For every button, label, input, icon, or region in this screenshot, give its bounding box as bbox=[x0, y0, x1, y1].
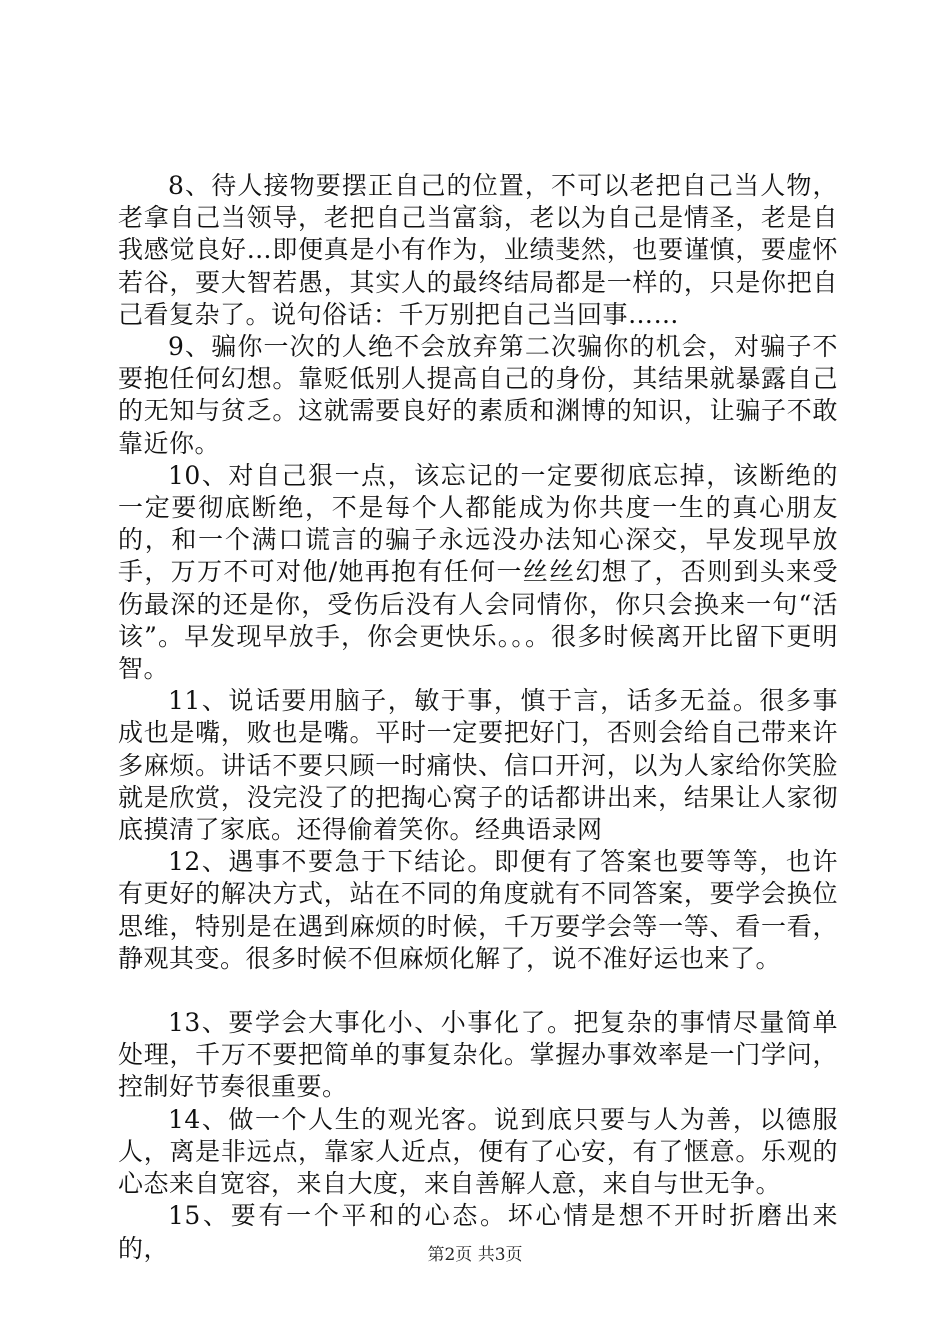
paragraph-14: 14、做一个人生的观光客。说到底只要与人为善，以德服人，离是非远点，靠家人近点，便有了心安，有了惬意。乐观的心态来自宽容，来自大度，来自善解人意，来自与世无争。 bbox=[118, 1104, 838, 1199]
paragraph-15: 15、要有一个平和的心态。坏心情是想不开时折磨出来的， bbox=[118, 1201, 838, 1263]
paragraph-11: 11、说话要用脑子，敏于事，慎于言，话多无益。很多事成也是嘴，败也是嘴。平时一定要把好门，否则会给自己带来许多麻烦。讲话不要只顾一时痛快、信口开河，以为人家给你笑脸就是欣赏，没完没了的把掏心窝子的话都讲出来，结果让人家彻底摸清了家底。还得偷着笑你。经典语录网 bbox=[118, 686, 838, 845]
document-body bbox=[118, 170, 838, 1265]
page-number-footer: 第2页 共3页 bbox=[427, 1245, 523, 1265]
paragraph-9: 9、骗你一次的人绝不会放弃第二次骗你的机会，对骗子不要抱任何幻想。靠贬低别人提高自己的身份，其结果就暴露自己的无知与贫乏。这就需要良好的素质和渊博的知识，让骗子不敢靠近你。 bbox=[118, 332, 838, 458]
paragraph-10: 10、对自己狠一点，该忘记的一定要彻底忘掉，该断绝的一定要彻底断绝，不是每个人都能成为你共度一生的真心朋友的，和一个满口谎言的骗子永远没办法知心深交，早发现早放手，万万不可对他/她再抱有任何一丝丝幻想了，否则到头来受伤最深的还是你，受伤后没有人会同情你，你只会换来一句“活该”。早发现早放手，你会更快乐。。。很多时候离开比留下更明智。 bbox=[118, 460, 838, 684]
paragraph-8: 8、待人接物要摆正自己的位置，不可以老把自己当人物，老拿自己当领导，老把自己当富翁，老以为自己是情圣，老是自我感觉良好…即便真是小有作为，业绩斐然，也要谨慎，要虚怀若谷，要大智若愚，其实人的最终结局都是一样的，只是你把自己看复杂了。说句俗话：千万别把自己当回事…… bbox=[118, 171, 838, 329]
paragraph-12: 12、遇事不要急于下结论。即便有了答案也要等等，也许有更好的解决方式，站在不同的角度就有不同答案，要学会换位思维，特别是在遇到麻烦的时候，千万要学会等一等、看一看，静观其变。很多时候不但麻烦化解了，说不准好运也来了。 bbox=[118, 847, 838, 973]
paragraph-13: 13、要学会大事化小、小事化了。把复杂的事情尽量简单处理，千万不要把简单的事复杂化。掌握办事效率是一门学问，控制好节奏很重要。 bbox=[118, 1008, 838, 1102]
